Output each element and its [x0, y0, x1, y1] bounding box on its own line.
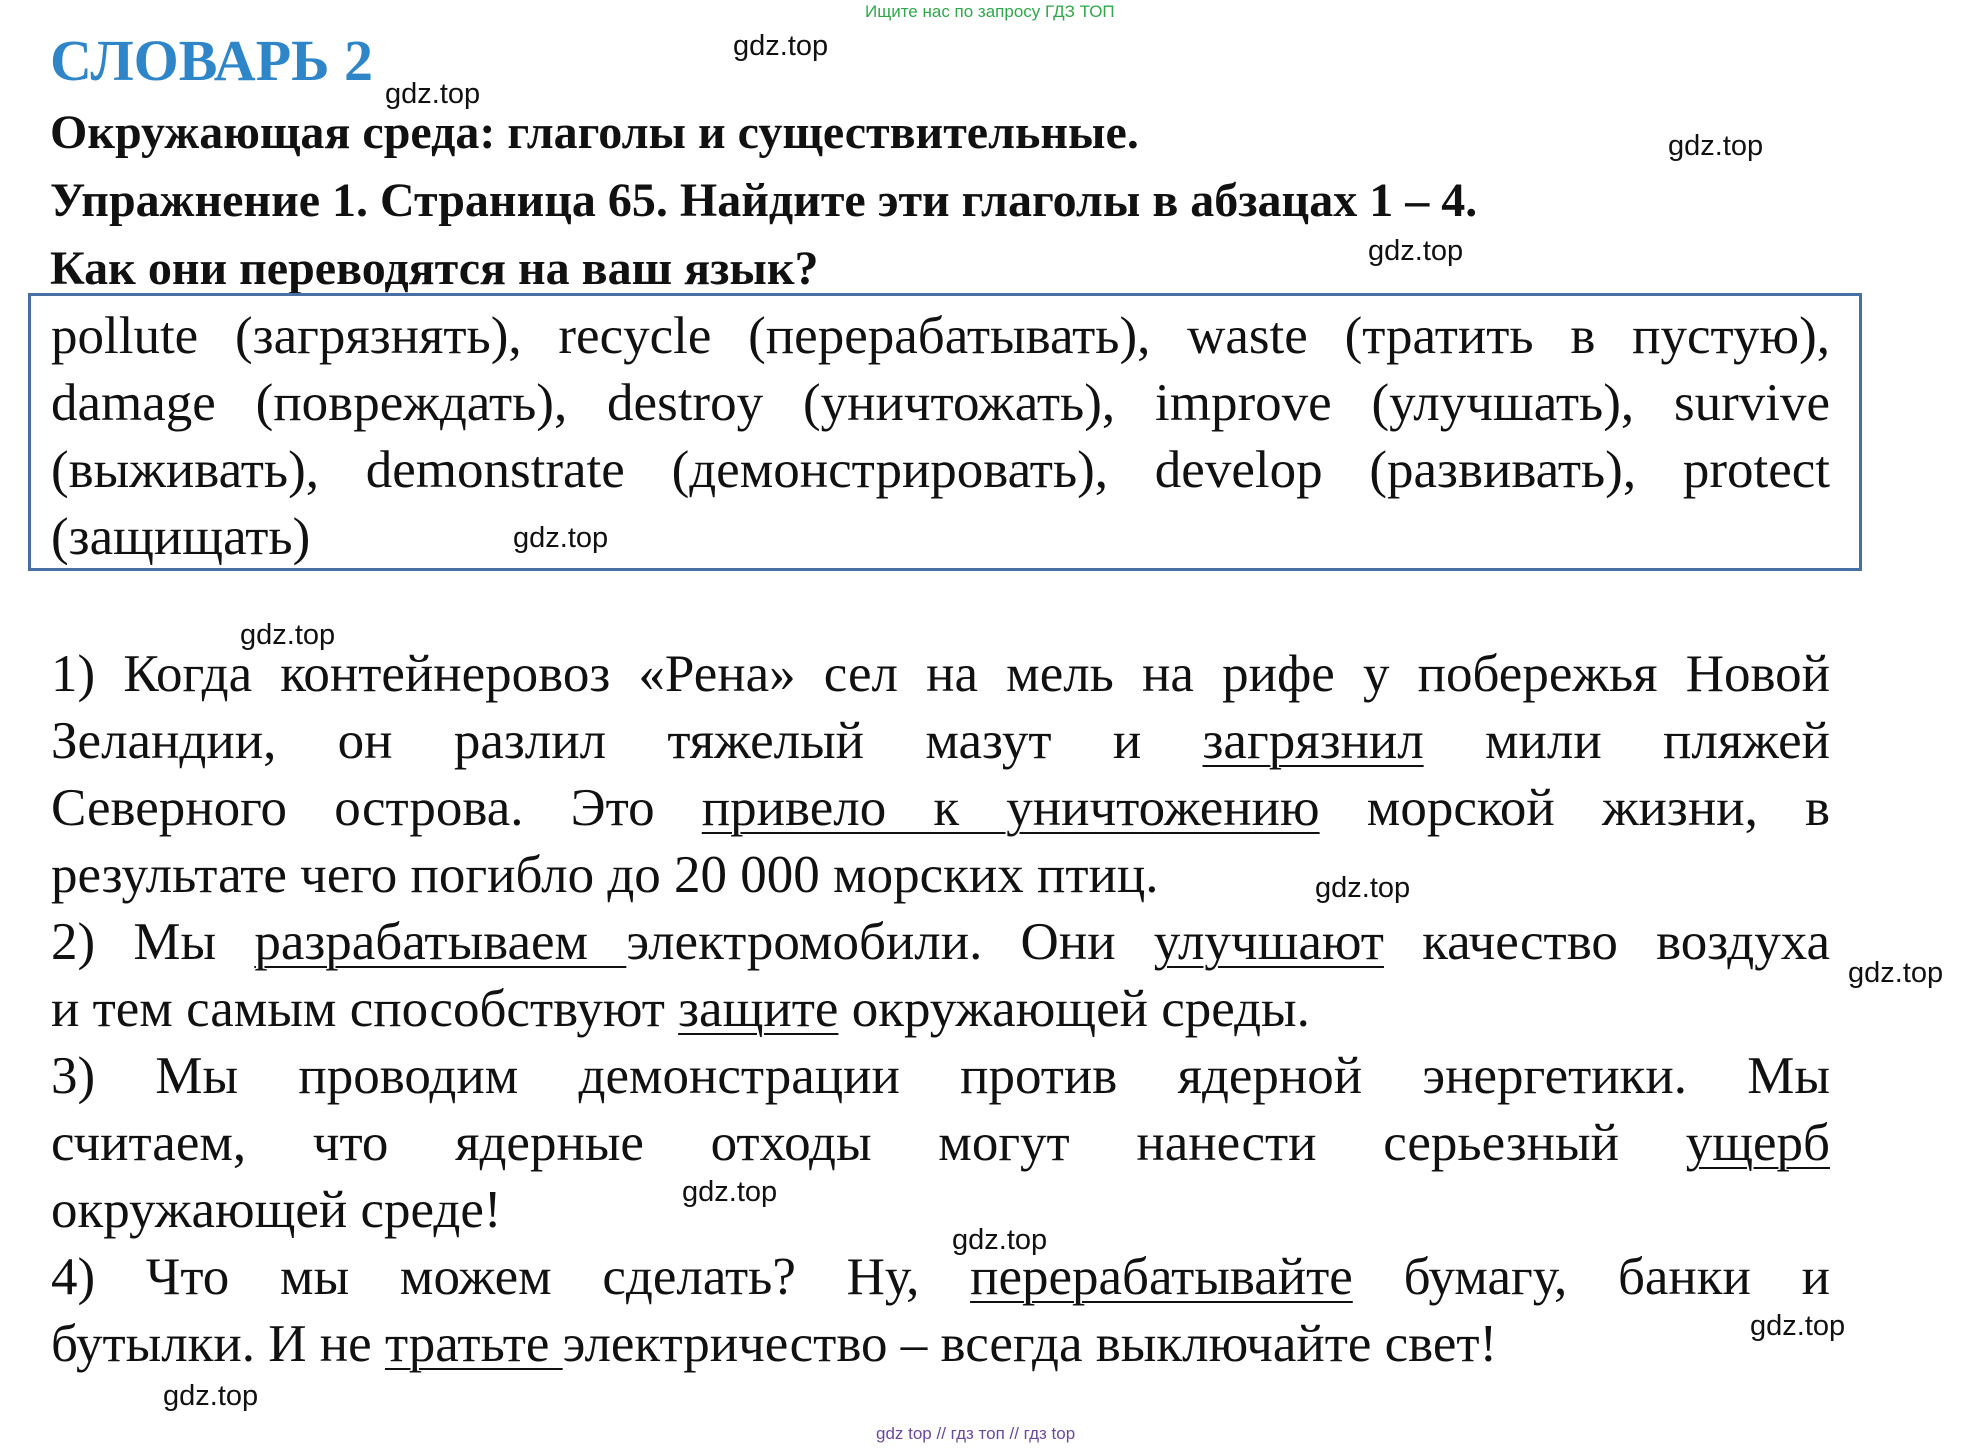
paragraph-3-line-2	[51, 1110, 1830, 1177]
text-segment: электричество – всегда выключайте свет!	[562, 1315, 1498, 1373]
text-segment: Северного острова. Это	[51, 779, 655, 837]
watermark: gdz.top	[1848, 957, 1944, 989]
watermark: gdz.top	[733, 30, 829, 62]
watermark: gdz.top	[952, 1224, 1048, 1256]
text-segment: 4) Что мы можем сделать? Ну,	[51, 1248, 920, 1306]
paragraph-2-line-1	[51, 909, 1830, 976]
vocabulary-line-1: pollute (загрязнять), recycle (перерабатывать), waste (тратить в пустую),	[51, 307, 1830, 365]
vocabulary-line-2: damage (повреждать), destroy (уничтожать), improve (улучшать), survive	[51, 374, 1830, 432]
underlined-verb: перерабатывайте	[970, 1248, 1353, 1306]
watermark: gdz.top	[1315, 872, 1411, 904]
text-segment: 2) Мы	[51, 913, 217, 971]
underlined-verb: привело к уничтожению	[701, 779, 1320, 837]
watermark: gdz.top	[1668, 130, 1764, 162]
paragraph-1-line-3	[51, 775, 1830, 842]
text-segment: и тем самым способствуют	[51, 980, 665, 1038]
text-segment: считаем, что ядерные отходы могут нанести серьезный	[51, 1114, 1620, 1172]
watermark: gdz.top	[240, 619, 336, 651]
underlined-noun: защите	[678, 980, 839, 1038]
watermark: gdz.top	[1750, 1310, 1846, 1342]
underlined-verb: тратьте	[384, 1315, 563, 1373]
text-segment: бутылки. И не	[51, 1315, 372, 1373]
text-segment: качество воздуха	[1422, 913, 1831, 971]
paragraph-4-line-1	[51, 1244, 1830, 1311]
underlined-verb: загрязнил	[1202, 712, 1424, 770]
heading-line-3: Как они переводятся на ваш язык?	[50, 242, 819, 295]
text-segment: бумагу, банки и	[1403, 1248, 1831, 1306]
text-segment: Зеландии, он разлил тяжелый мазут и	[51, 712, 1142, 770]
vocabulary-line-3: (выживать), demonstrate (демонстрировать), develop (развивать), protect	[51, 441, 1830, 499]
search-hint: Ищите нас по запросу ГДЗ ТОП	[865, 2, 1115, 21]
heading-line-2: Упражнение 1. Страница 65. Найдите эти глаголы в абзацах 1 – 4.	[50, 174, 1478, 227]
paragraph-3-line-1: 3) Мы проводим демонстрации против ядерной энергетики. Мы	[51, 1047, 1830, 1105]
paragraph-2-line-2	[51, 976, 1830, 1043]
footer-note: gdz top // гдз топ // гдз top	[876, 1424, 1076, 1443]
underlined-verb: разрабатываем	[254, 913, 627, 971]
watermark: gdz.top	[1368, 235, 1464, 267]
text-segment: мили пляжей	[1485, 712, 1831, 770]
page-title: СЛОВАРЬ 2	[50, 28, 373, 93]
text-segment: окружающей среды.	[851, 980, 1310, 1038]
underlined-verb: улучшают	[1153, 913, 1384, 971]
heading-line-1: Окружающая среда: глаголы и существительные.	[50, 106, 1139, 159]
paragraph-4-line-2	[51, 1311, 1830, 1378]
paragraph-1-line-2	[51, 708, 1830, 775]
paragraph-3-line-3: окружающей среде!	[51, 1181, 502, 1239]
watermark: gdz.top	[385, 78, 481, 110]
vocabulary-line-4: (защищать)	[51, 508, 311, 566]
watermark: gdz.top	[163, 1380, 259, 1412]
watermark: gdz.top	[682, 1176, 778, 1208]
underlined-noun: ущерб	[1685, 1114, 1830, 1172]
paragraph-1-line-4: результате чего погибло до 20 000 морских птиц.	[51, 846, 1159, 904]
paragraph-1-line-1: 1) Когда контейнеровоз «Рена» сел на мель на рифе у побережья Новой	[51, 645, 1830, 703]
text-segment: электромобили. Они	[626, 913, 1116, 971]
text-segment: морской жизни, в	[1366, 779, 1831, 837]
watermark: gdz.top	[513, 522, 609, 554]
